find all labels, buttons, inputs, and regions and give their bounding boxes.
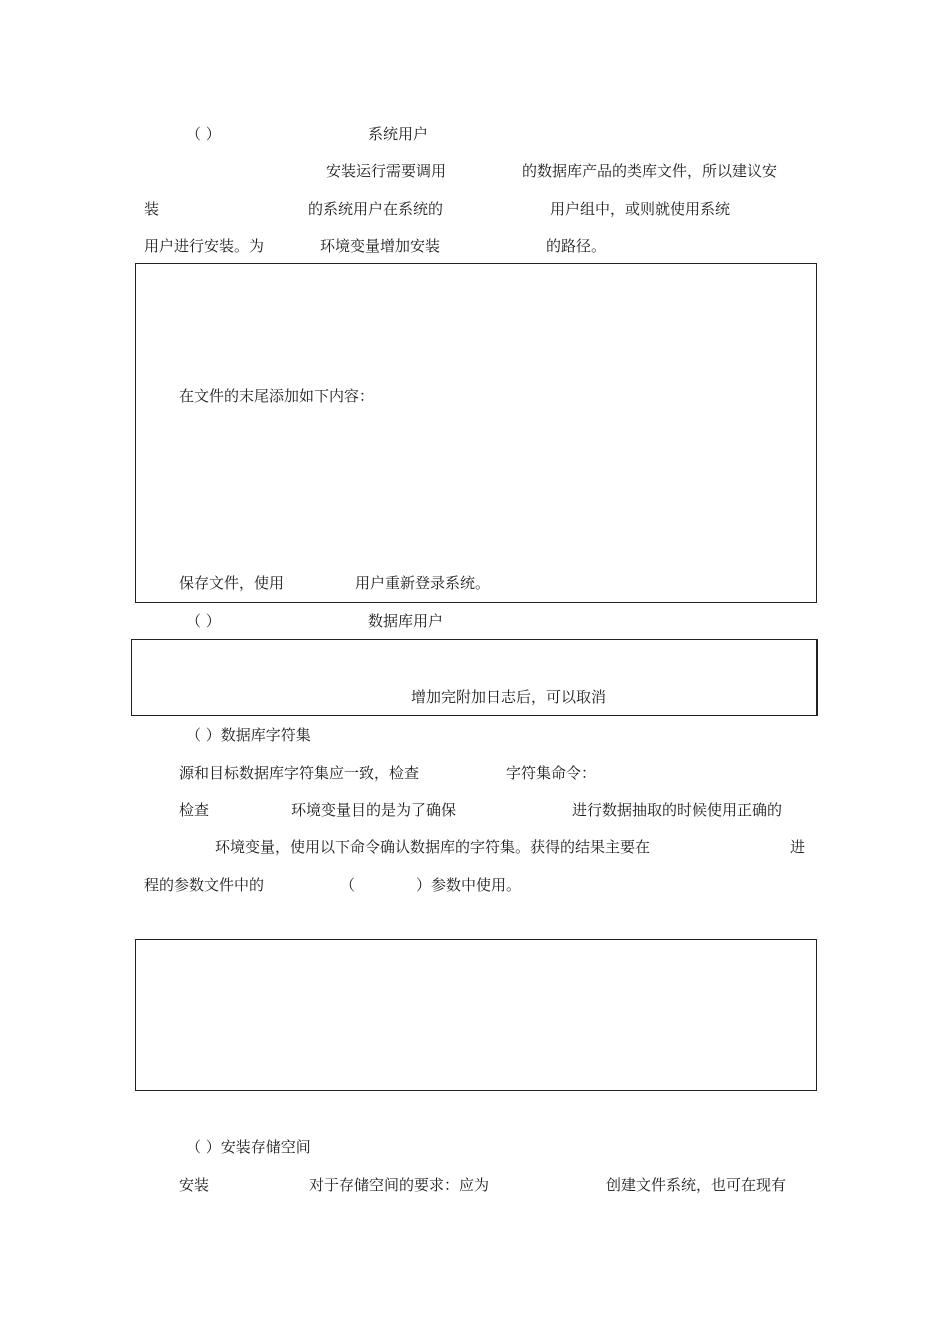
section1-p2-b: 的系统用户在系统的 xyxy=(308,200,444,218)
section1-p3-a: 用户进行安装。为 xyxy=(144,237,265,255)
section1-p1-a: 安装运行需要调用 xyxy=(326,162,447,180)
section3-heading: （ ）数据库字符集 xyxy=(186,726,311,744)
section1-p1-b: 的数据库产品的类库文件，所以建议安 xyxy=(522,162,778,180)
box1-line1: 在文件的末尾添加如下内容： xyxy=(179,387,375,405)
section1-paren: （ ） xyxy=(186,125,221,143)
section2-paren: （ ） xyxy=(186,612,221,630)
section3-p1-a: 源和目标数据库字符集应一致，检查 xyxy=(179,764,420,782)
section3-p3-a: 环境变量，使用以下命令确认数据库的字符集。获得的结果主要在 xyxy=(215,838,651,856)
section3-p4-a: 程的参数文件中的 xyxy=(144,876,265,894)
section3-p3-b: 进 xyxy=(790,838,806,856)
code-box-profile xyxy=(135,263,817,603)
section4-p1-b: 对于存储空间的要求：应为 xyxy=(309,1176,490,1194)
section1-p3-b: 环境变量增加安装 xyxy=(320,237,441,255)
section4-heading: （ ）安装存储空间 xyxy=(186,1138,311,1156)
section4-p1-a: 安装 xyxy=(179,1176,210,1194)
section3-p4-b: （ xyxy=(340,876,356,894)
code-box-charset xyxy=(135,939,817,1091)
box1-line2-b: 用户重新登录系统。 xyxy=(355,574,491,592)
section2-title: 数据库用户 xyxy=(368,612,444,630)
section1-p2-c: 用户组中，或则就使用系统 xyxy=(550,200,731,218)
section3-p2-c: 进行数据抽取的时候使用正确的 xyxy=(572,801,783,819)
section3-p2-a: 检查 xyxy=(179,801,210,819)
box1-line2-a: 保存文件，使用 xyxy=(179,574,285,592)
section3-p1-b: 字符集命令： xyxy=(506,764,597,782)
section3-p4-c: ）参数中使用。 xyxy=(416,876,522,894)
section4-p1-c: 创建文件系统，也可在现有 xyxy=(606,1176,787,1194)
section3-p2-b: 环境变量目的是为了确保 xyxy=(291,801,457,819)
section1-p2-a: 装 xyxy=(144,200,160,218)
section1-title: 系统用户 xyxy=(368,125,429,143)
box2-line1: 增加完附加日志后，可以取消 xyxy=(411,688,607,706)
section1-p3-c: 的路径。 xyxy=(546,237,607,255)
